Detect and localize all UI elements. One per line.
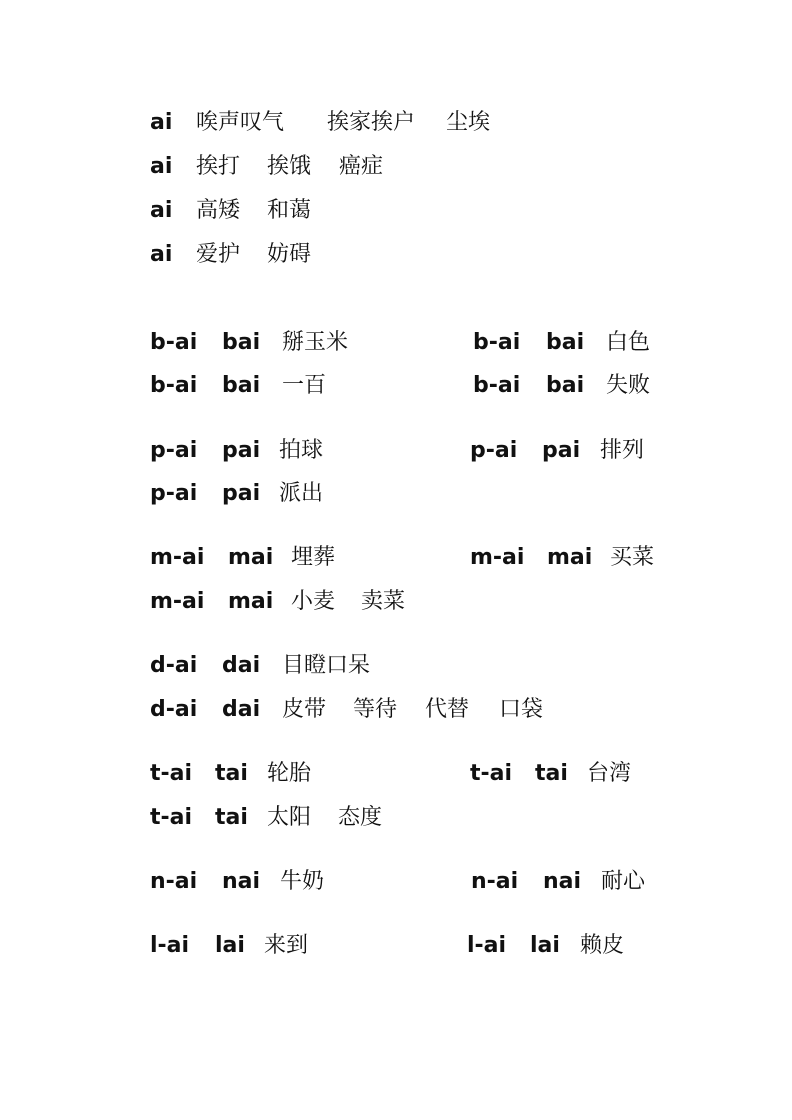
pinyin-syllable: t-ai	[150, 761, 193, 786]
pinyin-syllable: lai	[530, 933, 560, 958]
word-line	[0, 930, 792, 962]
pinyin-syllable: mai	[228, 589, 274, 614]
chinese-word: 一百	[282, 373, 327, 398]
pinyin-syllable: b-ai	[150, 373, 198, 398]
pinyin-syllable: bai	[546, 330, 585, 355]
chinese-word: 卖菜	[361, 589, 406, 614]
pinyin-syllable: d-ai	[150, 697, 198, 722]
word-line	[0, 435, 792, 467]
chinese-word: 排列	[600, 438, 645, 463]
pinyin-syllable: p-ai	[470, 438, 518, 463]
chinese-word: 挨家挨户	[327, 110, 416, 135]
chinese-word: 和蔼	[267, 198, 312, 223]
pinyin-syllable: n-ai	[150, 869, 198, 894]
chinese-word: 高矮	[196, 198, 241, 223]
pinyin-syllable: t-ai	[470, 761, 513, 786]
word-line	[0, 327, 792, 359]
pinyin-syllable: nai	[543, 869, 582, 894]
pinyin-syllable: t-ai	[150, 805, 193, 830]
pinyin-syllable: pai	[542, 438, 581, 463]
chinese-word: 买菜	[610, 545, 655, 570]
word-line	[0, 239, 792, 271]
word-line	[0, 542, 792, 574]
pinyin-syllable: m-ai	[150, 589, 205, 614]
pinyin-syllable: b-ai	[473, 330, 521, 355]
chinese-word: 台湾	[587, 761, 632, 786]
pinyin-syllable: tai	[535, 761, 568, 786]
pinyin-syllable: tai	[215, 805, 248, 830]
chinese-word: 挨打	[196, 154, 241, 179]
pinyin-syllable: b-ai	[473, 373, 521, 398]
chinese-word: 妨碍	[267, 242, 312, 267]
word-line	[0, 370, 792, 402]
chinese-word: 失败	[606, 373, 651, 398]
pinyin-syllable: p-ai	[150, 481, 198, 506]
chinese-word: 口袋	[499, 697, 544, 722]
chinese-word: 小麦	[291, 589, 336, 614]
pinyin-syllable: ai	[150, 154, 173, 179]
word-line	[0, 195, 792, 227]
pinyin-syllable: ai	[150, 242, 173, 267]
pinyin-syllable: m-ai	[150, 545, 205, 570]
pinyin-syllable: mai	[547, 545, 593, 570]
word-line	[0, 866, 792, 898]
pinyin-syllable: tai	[215, 761, 248, 786]
word-line	[0, 694, 792, 726]
chinese-word: 爱护	[196, 242, 241, 267]
chinese-word: 尘埃	[446, 110, 491, 135]
pinyin-syllable: dai	[222, 653, 261, 678]
chinese-word: 挨饿	[267, 154, 312, 179]
chinese-word: 癌症	[339, 154, 384, 179]
pinyin-syllable: bai	[222, 373, 261, 398]
pinyin-syllable: bai	[222, 330, 261, 355]
pinyin-syllable: pai	[222, 481, 261, 506]
word-line	[0, 586, 792, 618]
word-line	[0, 650, 792, 682]
pinyin-syllable: dai	[222, 697, 261, 722]
chinese-word: 太阳	[267, 805, 312, 830]
pinyin-syllable: l-ai	[467, 933, 507, 958]
chinese-word: 掰玉米	[282, 330, 349, 355]
pinyin-syllable: lai	[215, 933, 245, 958]
chinese-word: 皮带	[282, 697, 327, 722]
word-line	[0, 151, 792, 183]
chinese-word: 牛奶	[280, 869, 325, 894]
chinese-word: 来到	[264, 933, 309, 958]
pinyin-syllable: p-ai	[150, 438, 198, 463]
pinyin-syllable: mai	[228, 545, 274, 570]
chinese-word: 埋葬	[291, 545, 336, 570]
chinese-word: 目瞪口呆	[282, 653, 371, 678]
pinyin-syllable: m-ai	[470, 545, 525, 570]
chinese-word: 白色	[606, 330, 651, 355]
word-line	[0, 478, 792, 510]
word-line	[0, 107, 792, 139]
chinese-word: 拍球	[279, 438, 324, 463]
chinese-word: 派出	[279, 481, 324, 506]
chinese-word: 唉声叹气	[196, 110, 285, 135]
chinese-word: 赖皮	[580, 933, 625, 958]
pinyin-syllable: bai	[546, 373, 585, 398]
pinyin-syllable: nai	[222, 869, 261, 894]
pinyin-syllable: ai	[150, 198, 173, 223]
chinese-word: 等待	[353, 697, 398, 722]
pinyin-syllable: l-ai	[150, 933, 190, 958]
pinyin-syllable: ai	[150, 110, 173, 135]
pinyin-syllable: n-ai	[471, 869, 519, 894]
pinyin-syllable: b-ai	[150, 330, 198, 355]
chinese-word: 代替	[425, 697, 470, 722]
word-line	[0, 802, 792, 834]
chinese-word: 耐心	[601, 869, 646, 894]
word-line	[0, 758, 792, 790]
pinyin-syllable: pai	[222, 438, 261, 463]
pinyin-syllable: d-ai	[150, 653, 198, 678]
chinese-word: 态度	[338, 805, 383, 830]
chinese-word: 轮胎	[267, 761, 312, 786]
